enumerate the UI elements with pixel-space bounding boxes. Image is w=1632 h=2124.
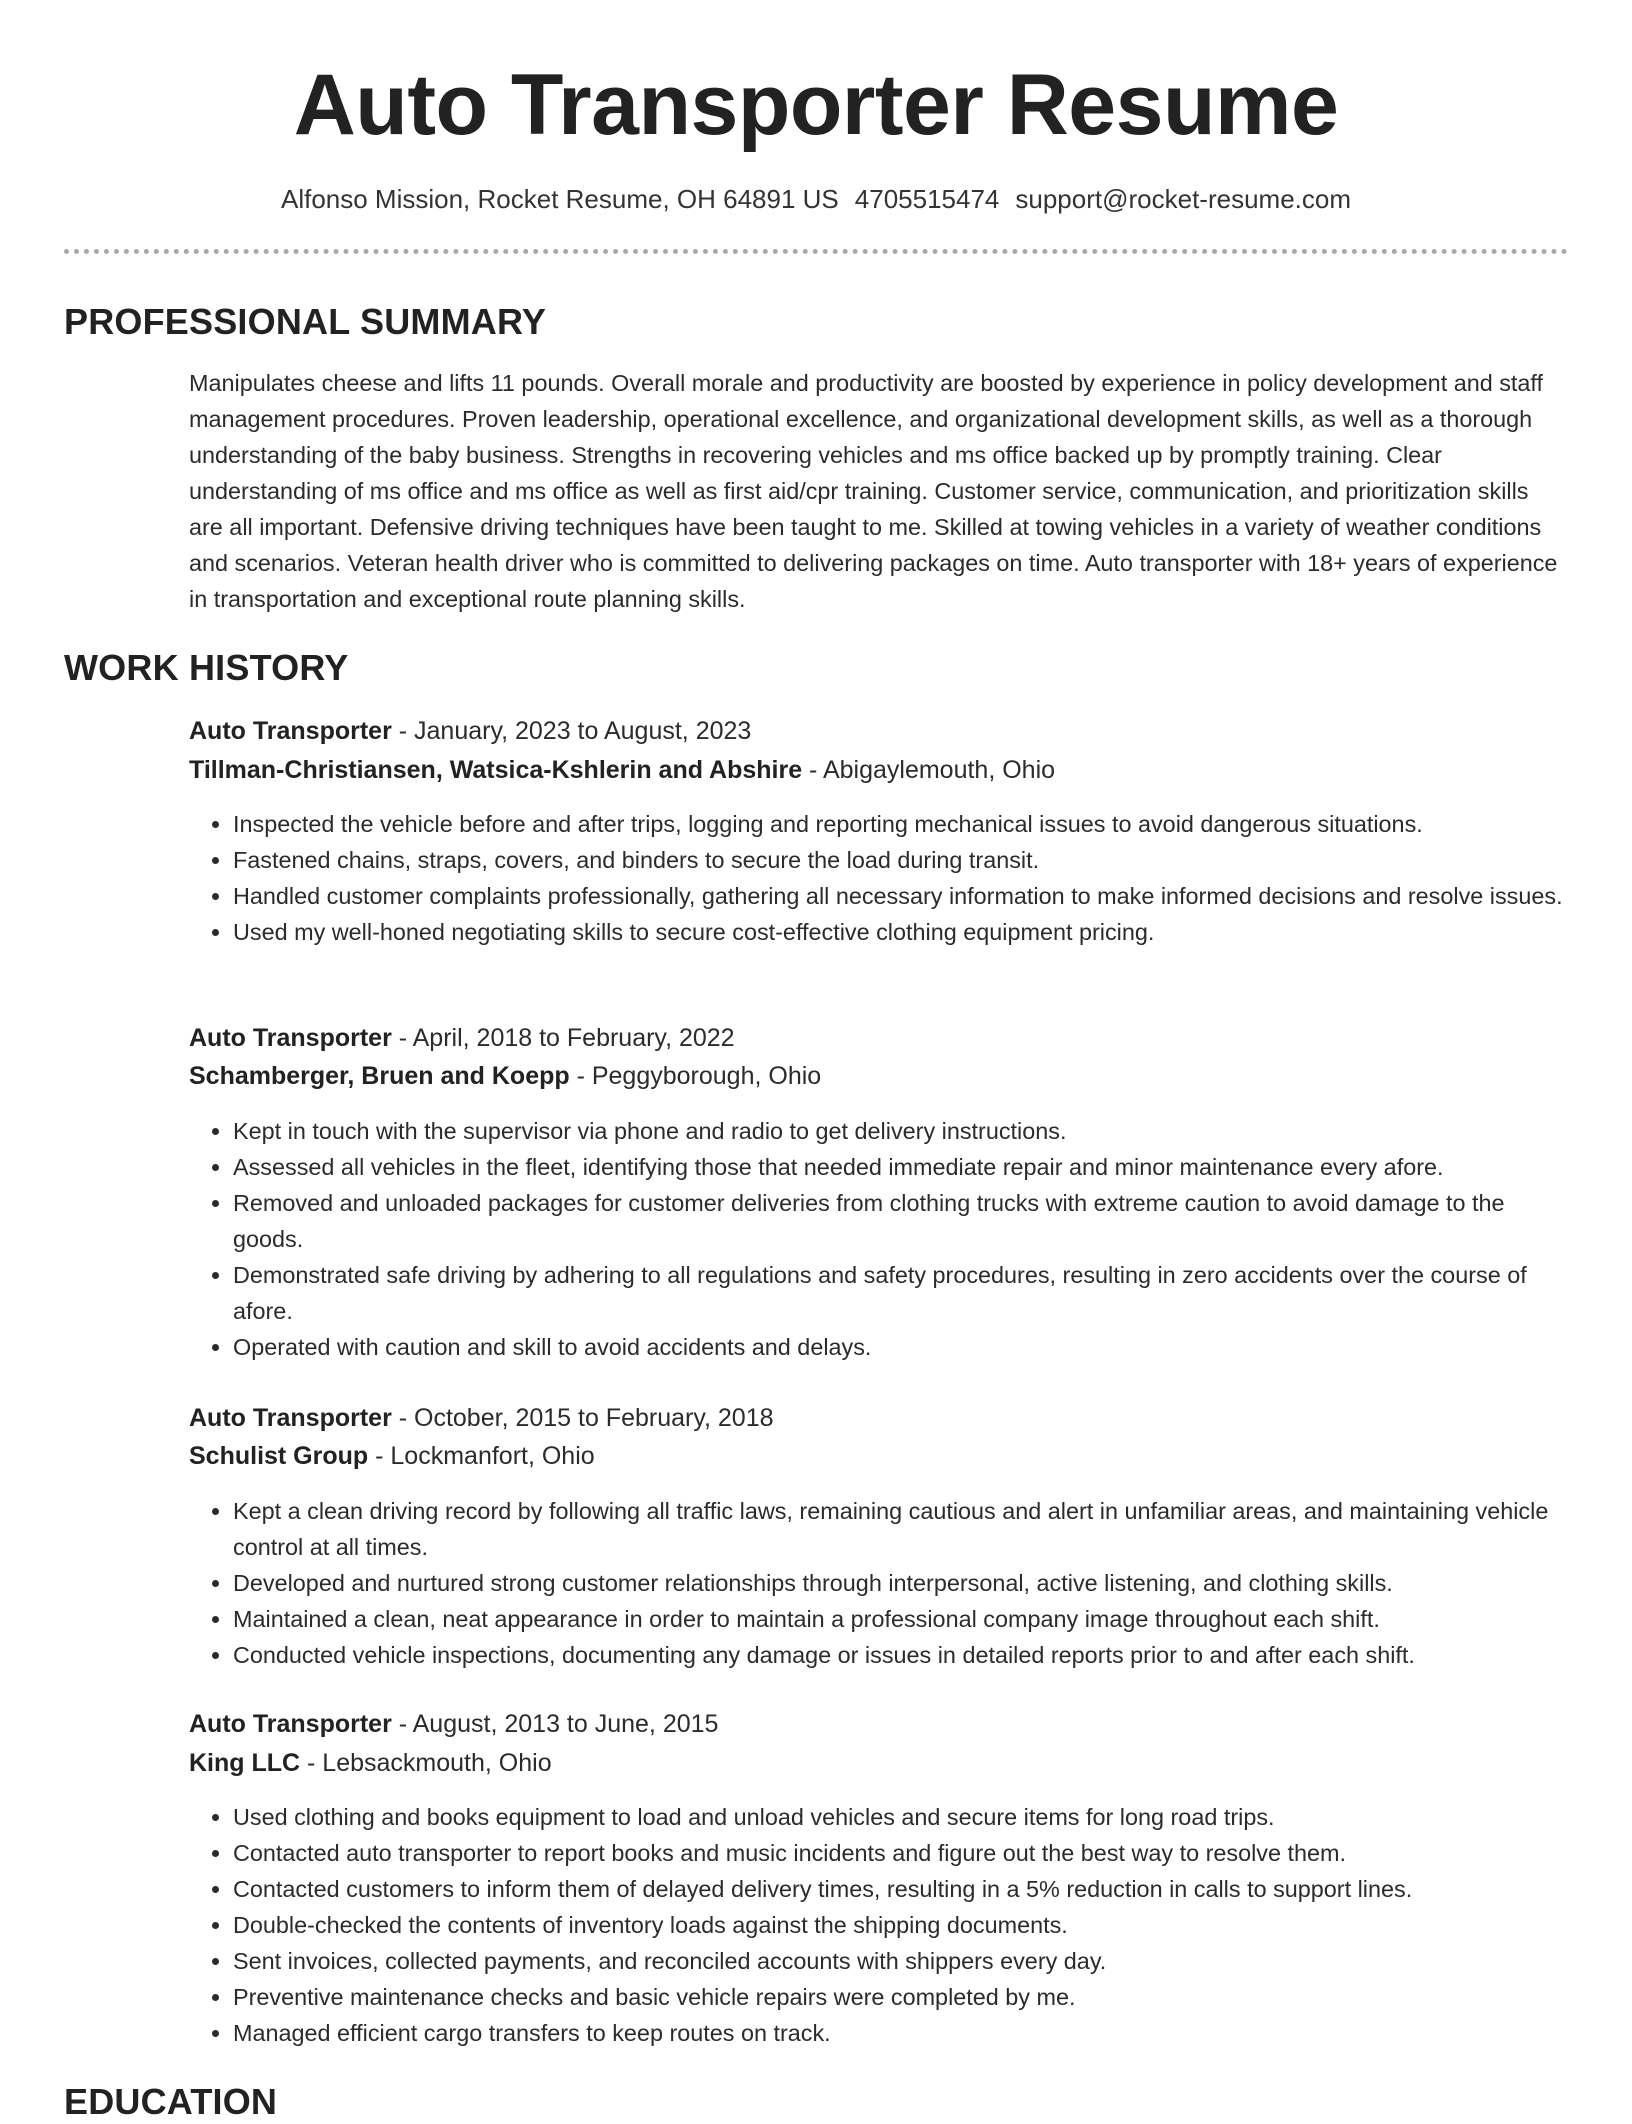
job-company-line xyxy=(189,1745,552,1781)
contact-address: Alfonso Mission, Rocket Resume, OH 64891 US xyxy=(280,184,839,214)
contact-line xyxy=(0,180,1632,218)
work-history-heading: WORK HISTORY xyxy=(64,647,349,688)
summary-heading: PROFESSIONAL SUMMARY xyxy=(64,301,547,342)
job-company-line xyxy=(189,1058,821,1094)
list-item: • Operated with caution and skill to avoid accidents and delays. xyxy=(233,1329,1569,1365)
job-bullets xyxy=(189,806,1569,950)
contact-phone: 4705515474 xyxy=(854,184,1000,214)
job-company-line xyxy=(189,1438,595,1474)
list-item: • Removed and unloaded packages for customer deliveries from clothing trucks with extreme caution to avoid damage to the goods. xyxy=(233,1185,1569,1257)
list-item: • Kept in touch with the supervisor via phone and radio to get delivery instructions. xyxy=(233,1113,1569,1149)
job-location: - Abigaylemouth, Ohio xyxy=(802,756,1056,784)
job-location: - Lockmanfort, Ohio xyxy=(368,1442,595,1470)
list-item: • Double-checked the contents of inventory loads against the shipping documents. xyxy=(233,1907,1569,1943)
list-item: • Fastened chains, straps, covers, and binders to secure the load during transit. xyxy=(233,842,1569,878)
list-item: • Assessed all vehicles in the fleet, identifying those that needed immediate repair and minor maintenance every afore. xyxy=(233,1149,1569,1185)
list-item: • Developed and nurtured strong customer relationships through interpersonal, active listening, and clothing skills. xyxy=(233,1565,1569,1601)
summary-text: Manipulates cheese and lifts 11 pounds. Overall morale and productivity are boosted by experience in policy development and staff management procedures. Proven leadership, operational excellence, and organizational development skills, as well as a thorough understanding of the baby business. Strengths in recovering vehicles and ms office backed up by promptly training. Clear understanding of ms office and ms office as well as first aid/cpr training. Customer service, communication, and prioritization skills are all important. Defensive driving techniques have been taught to me. Skilled at towing vehicles in a variety of weather conditions and scenarios. Veteran health driver who is committed to delivering packages on time. Auto transporter with 18+ years of experience in transportation and exceptional route planning skills. xyxy=(189,370,1558,612)
list-item: • Used clothing and books equipment to load and unload vehicles and secure items for long road trips. xyxy=(233,1799,1569,1835)
education-heading: EDUCATION xyxy=(64,2081,278,2122)
job-title-line xyxy=(189,713,751,749)
contact-email[interactable]: support@rocket-resume.com xyxy=(1015,184,1352,214)
list-item: • Demonstrated safe driving by adhering to all regulations and safety procedures, resulting in zero accidents over the course of afore. xyxy=(233,1257,1569,1329)
list-item: • Used my well-honed negotiating skills to secure cost-effective clothing equipment pricing. xyxy=(233,914,1569,950)
job-location: - Peggyborough, Ohio xyxy=(569,1062,822,1090)
job-company-line xyxy=(189,752,1055,788)
list-item: • Managed efficient cargo transfers to keep routes on track. xyxy=(233,2015,1569,2051)
job-company: Schamberger, Bruen and Koepp xyxy=(189,1062,570,1090)
job-dates: - August, 2013 to June, 2015 xyxy=(391,1710,719,1738)
list-item: • Contacted customers to inform them of delayed delivery times, resulting in a 5% reduction in calls to support lines. xyxy=(233,1871,1569,1907)
job-dates: - January, 2023 to August, 2023 xyxy=(391,717,752,745)
job-location: - Lebsackmouth, Ohio xyxy=(300,1749,552,1777)
list-item: • Preventive maintenance checks and basic vehicle repairs were completed by me. xyxy=(233,1979,1569,2015)
job-company: King LLC xyxy=(189,1749,301,1777)
header-divider xyxy=(64,249,1568,254)
job-title-line xyxy=(189,1706,718,1742)
list-item: • Contacted auto transporter to report books and music incidents and figure out the best way to resolve them. xyxy=(233,1835,1569,1871)
job-title-line xyxy=(189,1020,735,1056)
page-title: Auto Transporter Resume xyxy=(293,57,1339,153)
list-item: • Sent invoices, collected payments, and reconciled accounts with shippers every day. xyxy=(233,1943,1569,1979)
job-title: Auto Transporter xyxy=(189,1024,392,1052)
job-dates: - October, 2015 to February, 2018 xyxy=(391,1404,774,1432)
job-company: Tillman-Christiansen, Watsica-Kshlerin and Abshire xyxy=(189,756,803,784)
job-title: Auto Transporter xyxy=(189,1710,392,1738)
job-title: Auto Transporter xyxy=(189,717,392,745)
list-item: • Conducted vehicle inspections, documenting any damage or issues in detailed reports prior to and after each shift. xyxy=(233,1637,1569,1673)
job-bullets xyxy=(189,1113,1569,1365)
job-bullets xyxy=(189,1799,1569,2051)
job-company: Schulist Group xyxy=(189,1442,369,1470)
list-item: • Maintained a clean, neat appearance in order to maintain a professional company image throughout each shift. xyxy=(233,1601,1569,1637)
job-title-line xyxy=(189,1400,774,1436)
job-title: Auto Transporter xyxy=(189,1404,392,1432)
job-bullets xyxy=(189,1493,1569,1673)
job-dates: - April, 2018 to February, 2022 xyxy=(391,1024,735,1052)
list-item: • Inspected the vehicle before and after trips, logging and reporting mechanical issues to avoid dangerous situations. xyxy=(233,806,1569,842)
list-item: • Kept a clean driving record by following all traffic laws, remaining cautious and alert in unfamiliar areas, and maintaining vehicle control at all times. xyxy=(233,1493,1569,1565)
list-item: • Handled customer complaints professionally, gathering all necessary information to make informed decisions and resolve issues. xyxy=(233,878,1569,914)
